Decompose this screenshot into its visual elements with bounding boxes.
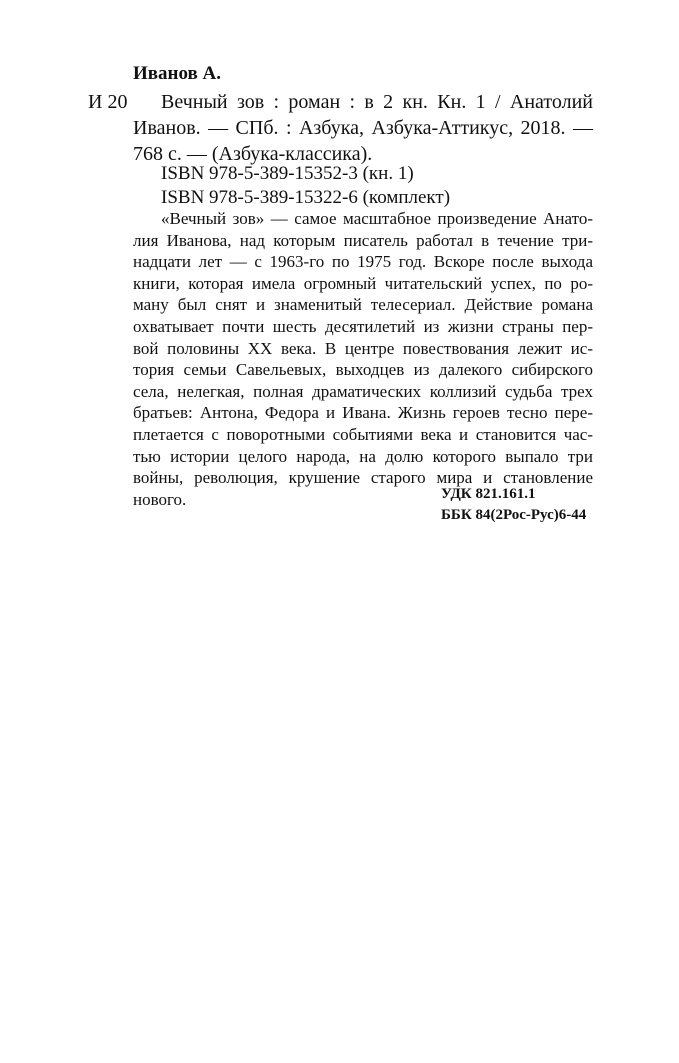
annotation-line: вой половины XX века. В центре повествования лежит ис- [133, 338, 593, 358]
annotation-line: «Вечный зов» — самое масштабное произведение Анато- [161, 209, 593, 228]
annotation-line: тория семьи Савельевых, выходцев из далекого сибирского [133, 360, 593, 380]
annotation-line: войны, революция, крушение старого мира и становление [133, 468, 593, 488]
description-line: 768 с. — (Азбука-классика). [133, 143, 373, 165]
annotation-line: братьев: Антона, Федора и Ивана. Жизнь героев тесно пере- [133, 403, 593, 423]
annotation-line: охватывает почти шесть десятилетий из жизни страны пер- [133, 316, 593, 336]
udk-code: УДК 821.161.1 [441, 486, 536, 502]
isbn-set: ISBN 978-5-389-15322-6 (комплект) [161, 187, 451, 208]
annotation-line: нового. [133, 489, 187, 509]
description-line: Иванов. — СПб. : Азбука, Азбука-Аттикус, 2018. — [133, 117, 593, 139]
annotation-line: тью истории целого народа, на долю которого выпало три [133, 446, 593, 466]
annotation-line: лия Иванова, над которым писатель работал в течение три- [133, 230, 593, 250]
annotation-line: плетается с поворотными событиями века и становится час- [133, 424, 593, 444]
bbk-code: ББК 84(2Рос-Рус)6-44 [441, 507, 587, 523]
description-line: Вечный зов : роман : в 2 кн. Кн. 1 / Анатолий [161, 91, 593, 113]
library-class-code: И 20 [88, 91, 128, 113]
author-heading: Иванов А. [133, 63, 221, 84]
annotation [133, 208, 593, 510]
isbn-volume: ISBN 978-5-389-15352-3 (кн. 1) [161, 163, 414, 184]
annotation-line: села, нелегкая, полная драматических коллизий судьба трех [133, 381, 593, 401]
annotation-line: надцати лет — с 1963-го по 1975 год. Вскоре после выхода [133, 252, 593, 272]
bibliographic-description [133, 89, 593, 167]
annotation-line: ману был снят и знаменитый телесериал. Действие романа [133, 295, 593, 315]
annotation-line: книги, которая имела огромный читательский успех, по ро- [133, 273, 593, 293]
